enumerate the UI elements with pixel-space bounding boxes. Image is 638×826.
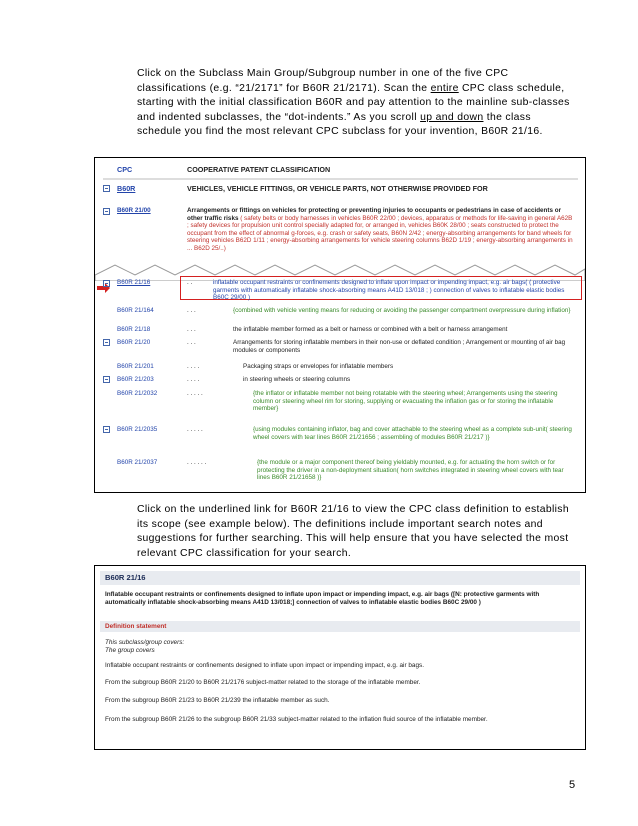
- subgroup-title: {the inflator or inflatable member not being rotatable with the steering wheel; Arrangements using the steering column or steering wheel rim for storing, supplying or evacuating the inflation gas or for storing the inflatable member}: [253, 390, 558, 413]
- collapse-icon[interactable]: [103, 426, 110, 433]
- subgroup-title: {combined with vehicle venting means for reducing or avoiding the passenger compartment overpressure during inflation}: [233, 307, 571, 314]
- collapse-icon[interactable]: [103, 185, 110, 192]
- subgroup-title: in steering wheels or steering columns: [243, 376, 351, 383]
- class-code[interactable]: B60R 21/164: [117, 307, 154, 314]
- class-link-b60r[interactable]: B60R: [117, 184, 136, 193]
- page-number: 5: [569, 779, 576, 791]
- subgroup-title: the inflatable member formed as a belt or harness or combined with a belt or harness arrangement: [233, 326, 508, 333]
- dot-indent: . . .: [187, 326, 196, 333]
- group-covers-text: The group covers: [105, 647, 155, 654]
- covers-text: This subclass/group covers:: [105, 639, 185, 646]
- collapse-icon[interactable]: [103, 339, 110, 346]
- class-link-b60r-21-00[interactable]: B60R 21/00: [117, 207, 151, 214]
- subgroup-title: Packaging straps or envelopes for inflatable members: [243, 363, 394, 370]
- instruction-paragraph-2: Click on the underlined link for B60R 21/16 to view the CPC class definition to establish its scope (see example below). The definitions include important search notes and suggestions for further searching. This will help ensure that you have selected the most relevant CPC classification for your search.: [137, 504, 569, 559]
- dot-indent: . . . .: [187, 376, 200, 383]
- para1-text-a: Click on the Subclass Main Group/Subgroup number in one of the five CPC classifications (e.g. “21/2171” for B60R 21/2171). Scan the: [137, 68, 509, 94]
- dot-indent: . .: [187, 279, 193, 286]
- para1-underline-up-down: up and down: [420, 111, 484, 123]
- subgroup-title: inflatable occupant restraints or confinements designed to inflate upon impact or impending impact, e.g. air bags( ( protective garments with automatically inflatable shock-absorbing means A41D 13/018 ; ) connection of valves to inflatable elastic bodies B60C 29/00 ): [213, 279, 565, 302]
- subgroup-title: {using modules containing inflator, bag and cover attachable to the steering wheel as a complete sub-unit( steering wheel covers with tear lines B60R 21/21656 ; assembling of modules B60R 21/217 )}: [253, 426, 572, 441]
- dot-indent: . . .: [187, 307, 196, 314]
- cpc-schedule-screenshot: [94, 157, 586, 493]
- header-divider: [103, 178, 578, 180]
- para1-underline-entire: entire: [430, 82, 459, 94]
- cpc-column-header: CPC: [117, 165, 133, 174]
- dot-indent: . . . . . .: [187, 459, 207, 466]
- collapse-icon[interactable]: [103, 280, 110, 287]
- class-code[interactable]: B60R 21/20: [117, 339, 151, 346]
- para1-text-b: CPC class schedule, starting with the initial classification B60R and pay attention to the mainline sub-classes and indented subclasses, the “dot-indents.” As you scroll: [137, 82, 570, 123]
- cpc-definition-screenshot: [94, 565, 586, 750]
- definition-code: B60R 21/16: [105, 573, 146, 582]
- collapse-icon[interactable]: [103, 208, 110, 215]
- class-code[interactable]: B60R 21/2035: [117, 426, 158, 433]
- definition-line: From the subgroup B60R 21/26 to the subgroup B60R 21/33 subject-matter related to the inflation fluid source of the inflatable member.: [105, 716, 488, 723]
- subgroup-title: {the module or a major component thereof being yieldably mounted, e.g. for actuating the horn switch or for protecting the driver in a non-deployment situation( horn switches integrated in steering wheel covers with tear lines B60R 21/21658 )}: [257, 459, 564, 482]
- class-title: VEHICLES, VEHICLE FITTINGS, OR VEHICLE PARTS, NOT OTHERWISE PROVIDED FOR: [187, 184, 488, 193]
- dot-indent: . . . .: [187, 363, 200, 370]
- group-title: Arrangements or fittings on vehicles for protecting or preventing injuries to occupants or pedestrians in case of accidents or other traffic risks: [187, 207, 562, 222]
- definition-line: From the subgroup B60R 21/23 to B60R 21/239 the inflatable member as such.: [105, 697, 330, 704]
- class-code[interactable]: B60R 21/203: [117, 376, 154, 383]
- class-code[interactable]: B60R 21/2037: [117, 459, 158, 466]
- definition-line: Inflatable occupant restraints or confinements designed to inflate upon impact or impending impact, e.g. air bags.: [105, 662, 425, 669]
- collapse-icon[interactable]: [103, 376, 110, 383]
- group-references: ( safety belts or body harnesses in vehicles B60R 22/00 ; devices, apparatus or methods for life-saving in general A62B ; safety devices for propulsion unit control specially adapted for, or arranged in, vehicles B60K 28/00 ; seats constructed to protect the occupant from the effect of abnormal g-forces, e.g. crash or safety seats, B60N 2/42 ; energy-absorbing arrangements for band wheels for steering vehicles B62D 1/11 ; energy-absorbing arrangements for vehicle steering columns B62D 1/19 ; energy-absorbing arrangements in ... B62D 25/..): [187, 214, 573, 252]
- subgroup-title: Arrangements for storing inflatable members in their non-use or deflated condition ; Arrangement or mounting of air bag modules or components: [233, 339, 566, 354]
- class-code[interactable]: B60R 21/2032: [117, 390, 158, 397]
- class-link-b60r-21-16[interactable]: B60R 21/16: [117, 279, 151, 286]
- dot-indent: . . . . .: [187, 426, 203, 433]
- dot-indent: . . . . .: [187, 390, 203, 397]
- definition-title: Inflatable occupant restraints or confinements designed to inflate upon impact or impending impact, e.g. air bags ([N: protective garments with automatically inflatable shock-absorbing means A41D 13/018;] connection of valves to inflatable elastic bodies B60C 29/00 ): [105, 591, 540, 606]
- dot-indent: . . .: [187, 339, 196, 346]
- class-code[interactable]: B60R 21/18: [117, 326, 151, 333]
- cpc-title-header: COOPERATIVE PATENT CLASSIFICATION: [187, 165, 331, 174]
- class-code[interactable]: B60R 21/201: [117, 363, 154, 370]
- definition-statement-label: Definition statement: [105, 623, 167, 630]
- definition-line: From the subgroup B60R 21/20 to B60R 21/2176 subject-matter related to the storage of the inflatable member.: [105, 679, 421, 686]
- instruction-paragraph-1: [137, 67, 577, 140]
- para1-text-c: the class schedule you find the most relevant CPC subclass for your invention, B60R 21/16.: [137, 111, 543, 137]
